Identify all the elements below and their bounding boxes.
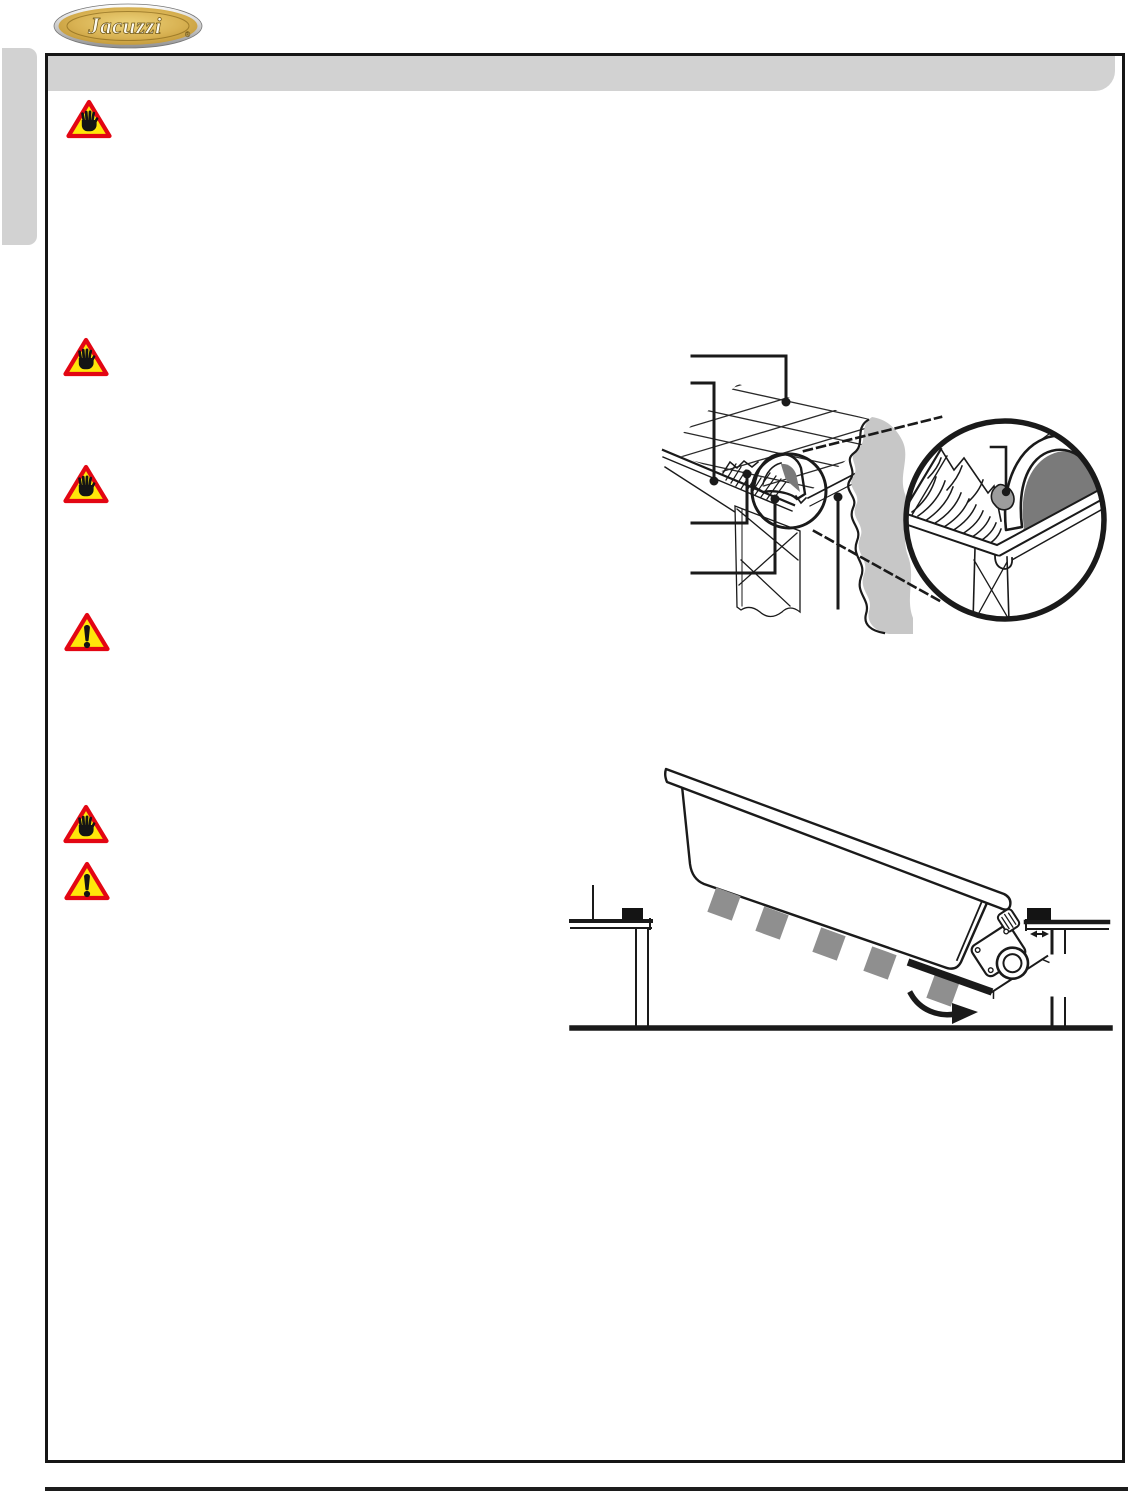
left-support-pad [622,908,643,920]
right-support-ledge [1026,920,1108,1026]
callout-dot-apron [834,493,843,502]
hand-warning-icon [63,804,109,844]
left-support-ledge [571,886,651,1026]
hand-warning-icon [66,99,112,139]
figure-tub-tilt-installation [560,750,1120,1050]
apron-silhouette [848,417,913,634]
logo-wordmark: Jacuzzi [88,13,162,39]
section-header-bar [48,56,1115,91]
footer-rule [45,1487,1128,1491]
gap-dimension-arrow [1030,931,1049,938]
jacuzzi-logo [52,2,204,50]
exclamation-warning-icon [64,612,110,652]
hand-warning-icon [63,337,109,377]
hand-warning-icon [63,464,109,504]
exclamation-warning-icon [64,861,110,901]
registered-mark: ® [185,32,191,39]
side-tab [2,48,37,245]
figure-rim-sealant-detail [660,330,1120,650]
right-support-pad [1027,908,1051,920]
bead-callout-dot [1002,488,1010,496]
